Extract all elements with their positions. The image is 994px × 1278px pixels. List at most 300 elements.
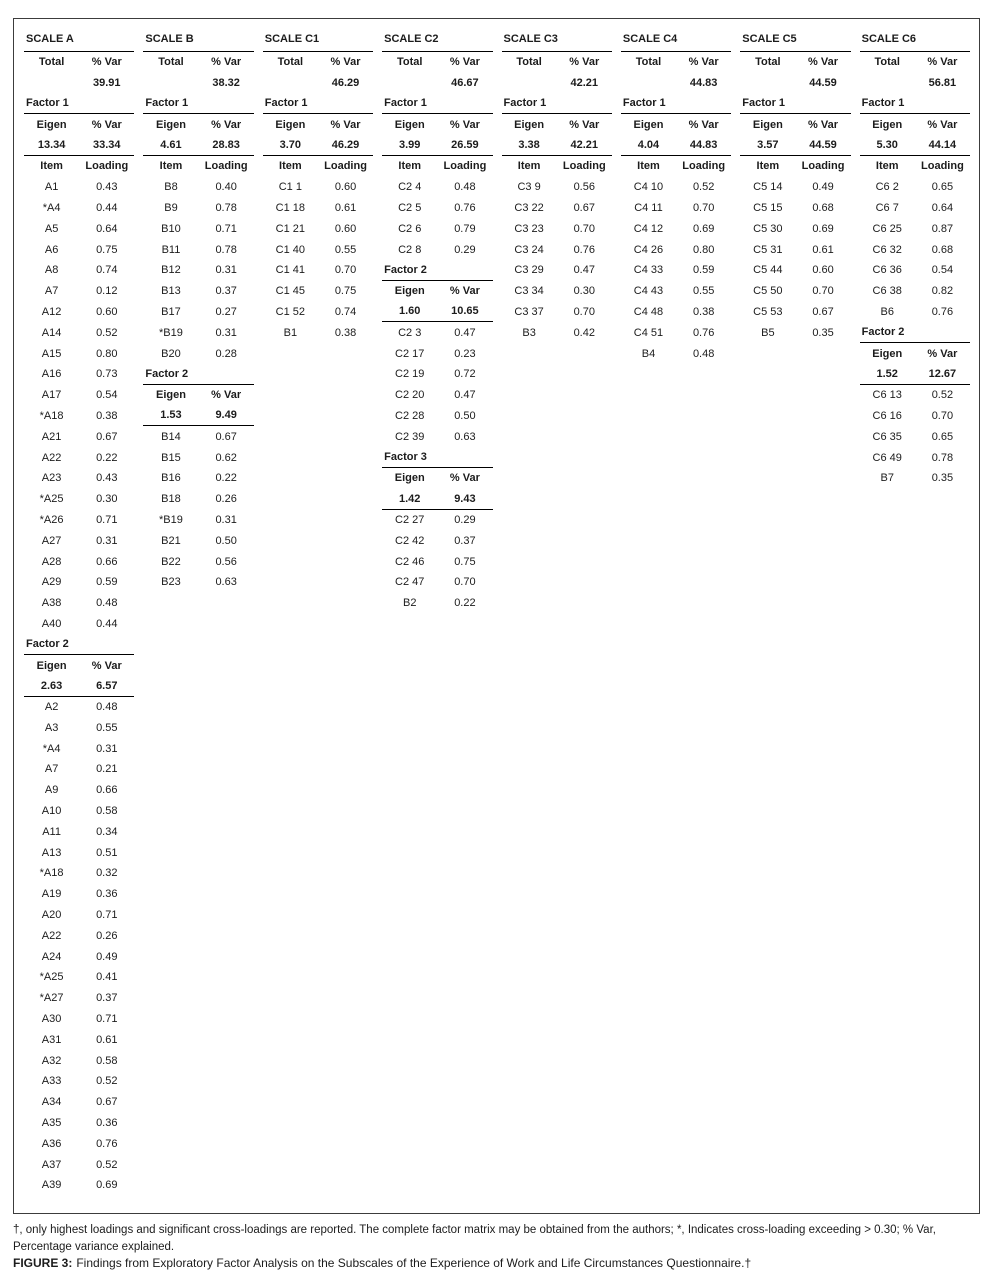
loading-cell: 0.63	[215, 576, 237, 589]
item-row	[24, 406, 134, 427]
item-cell: C3 37	[514, 305, 544, 318]
pct-var-label: % Var	[569, 56, 600, 69]
item-label: Item	[398, 160, 422, 173]
var-value: 12.67	[928, 367, 957, 380]
var-value: 44.14	[928, 139, 957, 152]
total-value-row	[382, 73, 492, 94]
item-row	[143, 260, 253, 281]
loading-label: Loading	[801, 160, 845, 173]
item-row	[382, 530, 492, 551]
eigen-value: 3.38	[518, 139, 540, 152]
item-row	[860, 260, 970, 281]
caption-text: Findings from Exploratory Factor Analysis on the Subscales of the Experience of Work and Life Circumstances Questionnaire.†	[76, 1256, 752, 1270]
item-cell: B4	[641, 347, 656, 360]
item-cell: C6 32	[872, 243, 902, 256]
loading-cell: 0.29	[454, 243, 476, 256]
loading-cell: 0.31	[215, 513, 237, 526]
item-header-row	[382, 156, 492, 177]
loading-cell: 0.44	[96, 617, 118, 630]
item-row	[860, 218, 970, 239]
item-cell: C4 26	[633, 243, 664, 256]
item-cell: C6 16	[872, 409, 902, 422]
item-cell: *B19	[159, 326, 183, 339]
eigen-header-row	[382, 281, 492, 302]
item-row	[24, 801, 134, 822]
item-row	[24, 738, 134, 759]
loading-cell: 0.48	[96, 597, 118, 610]
item-cell: C2 42	[395, 534, 425, 547]
loading-cell: 0.72	[454, 368, 476, 381]
loading-cell: 0.30	[96, 493, 118, 506]
figure-caption	[13, 1256, 980, 1270]
eigen-value-row	[143, 406, 253, 427]
item-cell: B5	[761, 326, 775, 339]
loading-cell: 0.59	[96, 576, 118, 589]
item-cell: C6 13	[872, 389, 902, 402]
loading-cell: 0.50	[454, 409, 476, 422]
item-row	[24, 364, 134, 385]
caption-label: FIGURE 3:	[13, 1256, 73, 1270]
total-label: Total	[755, 56, 781, 69]
loading-cell: 0.58	[96, 1054, 118, 1067]
total-header-row	[740, 52, 850, 73]
loading-cell: 0.64	[96, 222, 118, 235]
item-row	[621, 260, 731, 281]
pct-var-label: % Var	[449, 285, 480, 298]
loading-cell: 0.42	[573, 326, 595, 339]
item-row	[143, 510, 253, 531]
item-row	[382, 593, 492, 614]
item-row	[740, 239, 850, 260]
loading-cell: 0.32	[96, 867, 118, 880]
item-cell: C2 6	[398, 222, 422, 235]
item-row	[740, 218, 850, 239]
item-row	[502, 239, 612, 260]
item-row	[740, 260, 850, 281]
loading-cell: 0.56	[215, 555, 237, 568]
loading-cell: 0.67	[96, 430, 118, 443]
item-cell: A34	[41, 1096, 62, 1109]
total-value-row	[24, 73, 134, 94]
loading-cell: 0.44	[96, 201, 118, 214]
scale-column-5	[502, 27, 612, 343]
scale-title: SCALE C4	[621, 27, 731, 52]
item-row	[24, 759, 134, 780]
var-value: 33.34	[93, 139, 121, 152]
item-cell: B13	[161, 285, 181, 298]
total-label: Total	[874, 56, 900, 69]
item-row	[143, 343, 253, 364]
item-cell: *A18	[39, 409, 64, 422]
item-cell: A20	[41, 909, 62, 922]
item-cell: C2 20	[395, 389, 425, 402]
loading-cell: 0.21	[96, 763, 118, 776]
item-row	[24, 1113, 134, 1134]
loading-cell: 0.75	[454, 555, 476, 568]
loading-cell: 0.63	[454, 430, 476, 443]
item-row	[382, 385, 492, 406]
loading-cell: 0.78	[931, 451, 954, 464]
loading-cell: 0.55	[692, 285, 715, 298]
pct-var-label: % Var	[927, 118, 958, 131]
loading-cell: 0.78	[215, 243, 237, 256]
item-cell: C4 43	[633, 285, 664, 298]
item-row	[24, 988, 134, 1009]
item-row	[24, 1154, 134, 1175]
loading-cell: 0.28	[215, 347, 237, 360]
var-value: 46.29	[331, 139, 360, 152]
item-row	[143, 530, 253, 551]
item-row	[740, 177, 850, 198]
pct-var-label: % Var	[569, 118, 600, 131]
item-cell: B23	[161, 576, 181, 589]
item-cell: A10	[41, 805, 62, 818]
total-label: Total	[516, 56, 542, 69]
loading-cell: 0.73	[96, 368, 118, 381]
item-row	[860, 198, 970, 219]
item-row	[143, 302, 253, 323]
eigen-value: 3.70	[279, 139, 302, 152]
loading-cell: 0.70	[454, 576, 476, 589]
loading-cell: 0.22	[454, 597, 476, 610]
item-row	[24, 302, 134, 323]
loading-cell: 0.56	[573, 181, 595, 194]
item-row	[382, 551, 492, 572]
pct-var-label: % Var	[211, 56, 242, 69]
var-value: 6.57	[96, 679, 118, 692]
item-row	[24, 1050, 134, 1071]
factor-label: Factor 1	[740, 94, 850, 115]
item-row	[24, 530, 134, 551]
item-row	[143, 281, 253, 302]
total-value-row	[860, 73, 970, 94]
loading-cell: 0.65	[931, 430, 954, 443]
loading-cell: 0.59	[692, 264, 715, 277]
item-row	[24, 780, 134, 801]
item-cell: B16	[161, 472, 181, 485]
item-cell: A37	[41, 1158, 62, 1171]
item-row	[24, 468, 134, 489]
item-cell: C4 11	[634, 201, 663, 214]
item-row	[860, 385, 970, 406]
loading-cell: 0.60	[334, 181, 357, 194]
item-row	[502, 281, 612, 302]
item-cell: C2 3	[398, 326, 422, 339]
eigen-label: Eigen	[36, 659, 67, 672]
item-cell: A29	[41, 576, 62, 589]
item-row	[263, 198, 373, 219]
item-cell: A8	[44, 264, 59, 277]
total-header-row	[621, 52, 731, 73]
loading-cell: 0.67	[812, 305, 834, 318]
pct-var-label: % Var	[449, 472, 480, 485]
item-row	[24, 1029, 134, 1050]
item-cell: C6 38	[872, 285, 902, 298]
item-cell: A22	[41, 929, 62, 942]
eigen-header-row	[860, 343, 970, 364]
loading-cell: 0.52	[96, 1158, 118, 1171]
item-row	[860, 239, 970, 260]
eigen-header-row	[621, 114, 731, 135]
total-value-row	[740, 73, 850, 94]
item-cell: A11	[42, 825, 61, 838]
item-row	[263, 322, 373, 343]
item-cell: B15	[161, 451, 181, 464]
item-row	[860, 447, 970, 468]
item-row	[24, 177, 134, 198]
eigen-header-row	[24, 655, 134, 676]
item-row	[24, 281, 134, 302]
loading-cell: 0.70	[931, 409, 954, 422]
item-row	[382, 510, 492, 531]
item-header-row	[502, 156, 612, 177]
loading-cell: 0.36	[96, 1117, 118, 1130]
loading-cell: 0.80	[96, 347, 118, 360]
item-row	[860, 468, 970, 489]
eigen-value-row	[24, 135, 134, 156]
item-row	[24, 905, 134, 926]
footnote-text: †, only highest loadings and significant cross-loadings are reported. The complete factor matrix may be obtained from the authors; *, Indicates cross-loading exceeding > 0.30; % Var, Percentage variance explained.	[13, 1224, 936, 1253]
item-row	[143, 239, 253, 260]
eigen-value-row	[621, 135, 731, 156]
loading-cell: 0.52	[96, 326, 118, 339]
item-cell: B7	[880, 472, 894, 485]
item-row	[382, 198, 492, 219]
item-row	[263, 239, 373, 260]
loading-cell: 0.31	[96, 742, 118, 755]
item-cell: A1	[44, 181, 59, 194]
item-row	[24, 1009, 134, 1030]
eigen-header-row	[382, 114, 492, 135]
item-cell: C5 53	[753, 305, 783, 318]
item-row	[502, 260, 612, 281]
eigen-value-row	[382, 489, 492, 510]
item-label: Item	[159, 160, 183, 173]
item-row	[24, 718, 134, 739]
scale-columns	[24, 27, 970, 1196]
pct-var-label: % Var	[808, 118, 839, 131]
total-var-value: 46.29	[331, 77, 360, 90]
loading-cell: 0.54	[931, 264, 954, 277]
total-var-value: 46.67	[451, 77, 479, 90]
loading-cell: 0.75	[334, 285, 357, 298]
item-row	[24, 218, 134, 239]
scale-title: SCALE A	[24, 27, 134, 52]
loading-cell: 0.52	[692, 181, 715, 194]
item-cell: C6 49	[872, 451, 902, 464]
item-cell: B8	[164, 181, 178, 194]
item-cell: B3	[522, 326, 536, 339]
scale-column-7	[740, 27, 850, 343]
eigen-value-row	[382, 135, 492, 156]
item-label: Item	[40, 160, 63, 173]
loading-cell: 0.60	[96, 305, 118, 318]
loading-cell: 0.68	[812, 201, 834, 214]
loading-cell: 0.48	[454, 181, 476, 194]
item-row	[502, 302, 612, 323]
loading-cell: 0.60	[334, 222, 357, 235]
loading-cell: 0.61	[96, 1033, 118, 1046]
eigen-value-row	[860, 364, 970, 385]
item-row	[24, 842, 134, 863]
item-cell: A22	[41, 451, 62, 464]
item-cell: A35	[41, 1117, 62, 1130]
item-row	[24, 1133, 134, 1154]
item-cell: A28	[41, 555, 62, 568]
pct-var-label: % Var	[927, 56, 958, 69]
eigen-header-row	[263, 114, 373, 135]
item-row	[860, 406, 970, 427]
eigen-label: Eigen	[514, 118, 545, 131]
item-row	[143, 447, 253, 468]
item-header-row	[263, 156, 373, 177]
item-row	[382, 177, 492, 198]
item-cell: A33	[41, 1075, 62, 1088]
loading-cell: 0.26	[96, 929, 118, 942]
total-label: Total	[277, 56, 304, 69]
loading-cell: 0.70	[692, 201, 715, 214]
item-cell: A14	[41, 326, 62, 339]
item-cell: B1	[283, 326, 298, 339]
eigen-value-row	[382, 302, 492, 323]
item-cell: C5 30	[753, 222, 783, 235]
total-value-row	[263, 73, 373, 94]
eigen-header-row	[24, 114, 134, 135]
loading-cell: 0.55	[96, 721, 118, 734]
factor-label: Factor 1	[502, 94, 612, 115]
item-row	[24, 1071, 134, 1092]
item-row	[740, 322, 850, 343]
scale-title: SCALE C6	[860, 27, 970, 52]
item-row	[24, 946, 134, 967]
pct-var-label: % Var	[91, 56, 122, 69]
item-cell: A7	[44, 763, 59, 776]
item-cell: C2 8	[398, 243, 422, 256]
eigen-value: 2.63	[40, 679, 63, 692]
loading-cell: 0.70	[812, 285, 834, 298]
item-header-row	[24, 156, 134, 177]
item-cell: C4 10	[633, 181, 664, 194]
var-value: 9.49	[215, 409, 237, 422]
loading-cell: 0.70	[573, 305, 595, 318]
eigen-label: Eigen	[36, 118, 67, 131]
loading-cell: 0.52	[931, 389, 954, 402]
item-row	[24, 593, 134, 614]
item-row	[24, 1092, 134, 1113]
item-row	[621, 198, 731, 219]
item-label: Item	[637, 160, 660, 173]
pct-var-label: % Var	[211, 389, 242, 402]
item-cell: B10	[161, 222, 181, 235]
total-label: Total	[38, 56, 65, 69]
eigen-label: Eigen	[155, 118, 186, 131]
total-label: Total	[635, 56, 662, 69]
item-row	[621, 322, 731, 343]
total-header-row	[382, 52, 492, 73]
item-cell: C2 27	[395, 513, 425, 526]
item-cell: C1 1	[278, 181, 302, 194]
factor-label: Factor 2	[382, 260, 492, 281]
item-cell: A2	[44, 701, 59, 714]
efa-table	[13, 18, 980, 1214]
item-cell: *A26	[39, 513, 64, 526]
pct-var-label: % Var	[927, 347, 958, 360]
loading-cell: 0.50	[215, 534, 237, 547]
item-cell: A31	[41, 1033, 62, 1046]
loading-cell: 0.40	[215, 181, 237, 194]
item-row	[502, 177, 612, 198]
item-cell: C1 41	[275, 264, 306, 277]
loading-cell: 0.52	[96, 1075, 118, 1088]
var-value: 9.43	[454, 492, 476, 505]
eigen-header-row	[143, 114, 253, 135]
item-row	[24, 863, 134, 884]
loading-cell: 0.80	[692, 243, 715, 256]
loading-cell: 0.62	[215, 451, 237, 464]
item-cell: A9	[44, 784, 59, 797]
scale-title: SCALE B	[143, 27, 253, 52]
item-row	[143, 322, 253, 343]
item-cell: A39	[41, 1179, 62, 1192]
scale-column-8	[860, 27, 970, 489]
pct-var-label: % Var	[330, 56, 361, 69]
item-cell: C3 24	[514, 243, 544, 256]
item-cell: C1 52	[275, 305, 306, 318]
item-row	[143, 489, 253, 510]
item-row	[24, 322, 134, 343]
eigen-header-row	[860, 114, 970, 135]
loading-cell: 0.34	[96, 825, 118, 838]
item-row	[382, 322, 492, 343]
loading-cell: 0.37	[215, 285, 237, 298]
loading-cell: 0.71	[215, 222, 237, 235]
item-cell: B21	[161, 534, 181, 547]
item-row	[382, 239, 492, 260]
eigen-value-row	[143, 135, 253, 156]
item-row	[143, 177, 253, 198]
item-row	[143, 218, 253, 239]
item-row	[740, 302, 850, 323]
loading-cell: 0.55	[334, 243, 357, 256]
item-header-row	[740, 156, 850, 177]
pct-var-label: % Var	[330, 118, 361, 131]
loading-label: Loading	[324, 160, 367, 173]
eigen-value-row	[263, 135, 373, 156]
loading-cell: 0.79	[454, 222, 476, 235]
item-cell: B9	[164, 201, 178, 214]
item-cell: C3 9	[517, 181, 541, 194]
item-cell: C1 21	[275, 222, 306, 235]
eigen-value: 1.60	[399, 305, 421, 318]
item-row	[143, 551, 253, 572]
item-cell: C4 33	[633, 264, 664, 277]
item-cell: C2 5	[398, 201, 422, 214]
total-label: Total	[158, 56, 184, 69]
item-cell: B14	[161, 430, 181, 443]
item-cell: B20	[161, 347, 181, 360]
item-cell: *A4	[42, 201, 61, 214]
loading-cell: 0.26	[215, 493, 237, 506]
item-cell: *A25	[39, 971, 64, 984]
item-cell: C5 15	[753, 201, 783, 214]
item-cell: C5 14	[753, 181, 783, 194]
item-cell: A12	[41, 305, 62, 318]
total-header-row	[24, 52, 134, 73]
loading-cell: 0.48	[96, 701, 118, 714]
item-cell: B6	[880, 305, 894, 318]
item-label: Item	[756, 160, 780, 173]
loading-cell: 0.74	[96, 264, 118, 277]
